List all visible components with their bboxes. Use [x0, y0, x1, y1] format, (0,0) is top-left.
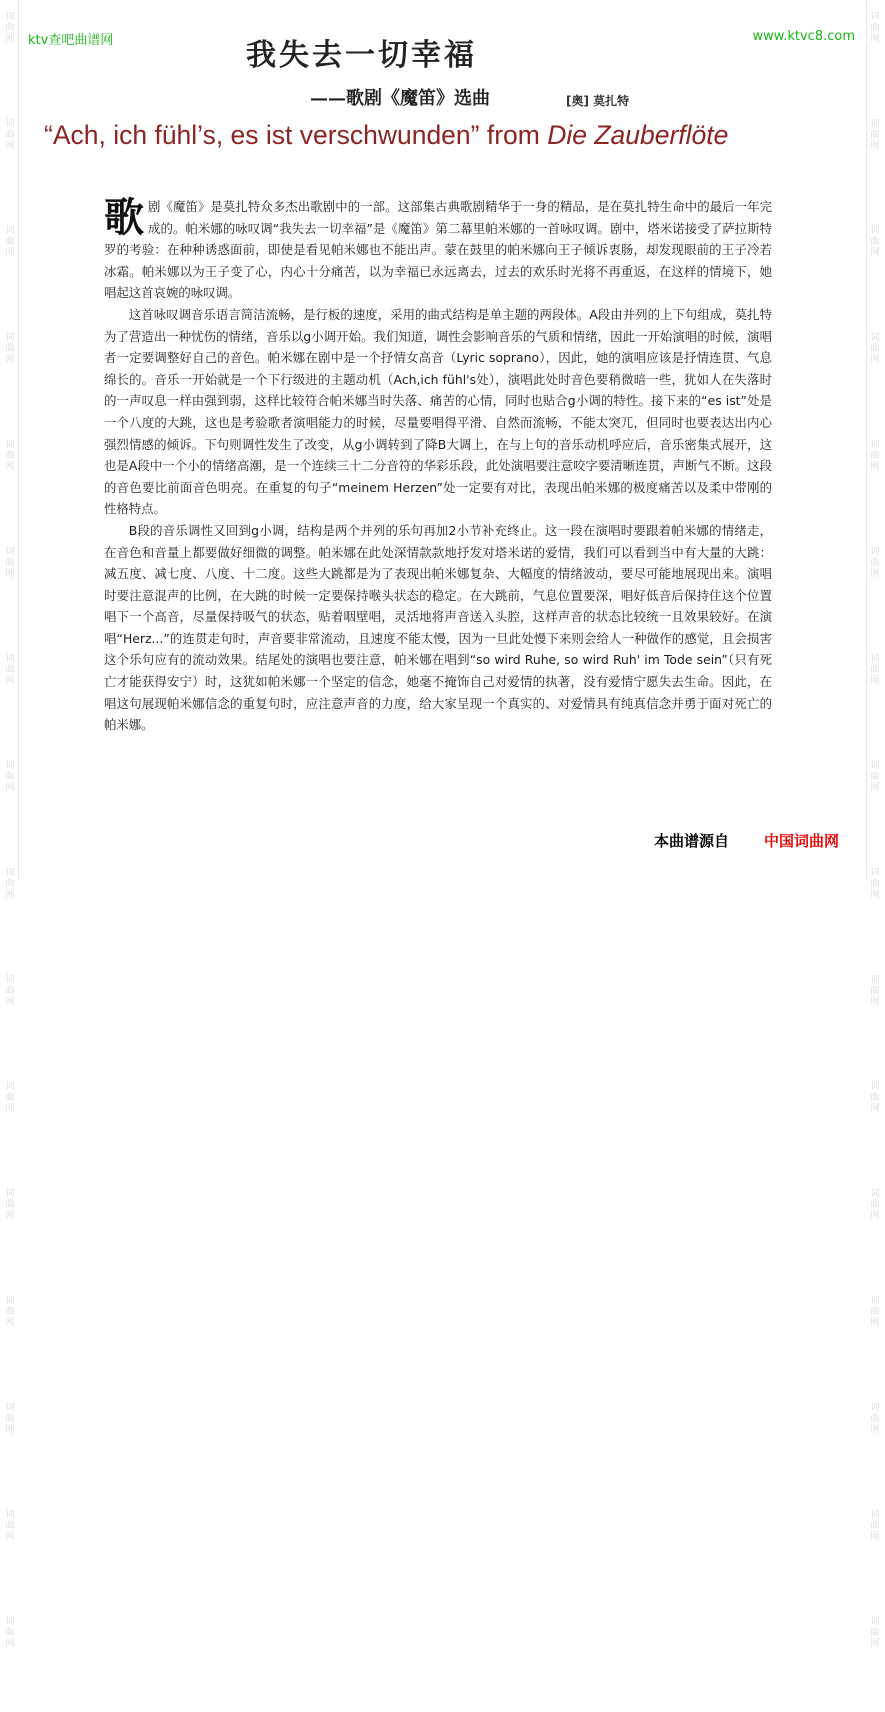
edge-watermark-text: 词 曲 网: [870, 119, 880, 151]
edge-watermark-text: 词 曲 网: [870, 1189, 880, 1221]
edge-watermark-text: 词 曲 网: [870, 333, 880, 365]
edge-watermark-text: 词 曲 网: [5, 975, 15, 1007]
edge-watermark-text: 词 曲 网: [870, 226, 880, 258]
edge-watermark-text: 词 曲 网: [5, 226, 15, 258]
left-edge-watermark: [2, 0, 19, 1649]
edge-watermark-text: 词 曲 网: [5, 761, 15, 793]
edge-watermark-text: 词 曲 网: [5, 654, 15, 686]
edge-watermark-text: 词 曲 网: [5, 1189, 15, 1221]
edge-watermark-text: 词 曲 网: [870, 12, 880, 44]
article-paragraph-3: B段的音乐调性又回到g小调，结构是两个并列的乐句再加2小节补充终止。这一段在演唱时要跟着帕米娜的情绪走，在音色和音量上都要做好细微的调整。帕米娜在此处深情款款地抒发对塔米诺的爱情，我们可以看到当中有大量的大跳：减五度、减七度、八度、十二度。这些大跳都是为了表现出帕米娜复杂、大幅度的情绪波动，要尽可能地展现出来。演唱时要注意混声的比例，在大跳的时候一定要保持喉头状态的稳定。在大跳前，气息位置要深，唱好低音后保持住这个位置唱下一个高音，尽量保持吸气的状态，贴着咽壁唱，灵活地将声音送入头腔，这样声音的状态比较统一且效果较好。在演唱“Herz...”的连贯走句时，声音要非常流动，且速度不能太慢，因为一旦此处慢下来则会给人一种做作的感觉，且会损害这个乐句应有的流动效果。结尾处的演唱也要注意，帕米娜在唱到“so wird Ruhe, so wird Ruh' im Tode sein”（只有死亡才能获得安宁）时，这犹如帕米娜一个坚定的信念，她毫不掩饰自己对爱情的执著，没有爱情宁愿失去生命。因此，在唱这句展现帕米娜信念的重复句时，应注意声音的力度，给大家呈现一个真实的、对爱情具有纯真信念并勇于面对死亡的帕米娜。: [104, 522, 772, 733]
edge-watermark-text: 词 曲 网: [870, 1082, 880, 1114]
right-edge-watermark: [866, 0, 883, 1649]
source-site-name: 中国词曲网: [764, 832, 840, 850]
edge-watermark-text: 词 曲 网: [5, 12, 15, 44]
page-subtitle: ——歌剧《魔笛》选曲: [310, 88, 490, 109]
source-label: 本曲谱源自: [654, 832, 730, 850]
edge-watermark-text: 词 曲 网: [870, 440, 880, 472]
edge-watermark-text: 词 曲 网: [870, 1403, 880, 1435]
watermark-right: www.ktvc8.com: [752, 29, 855, 44]
article-body: [104, 196, 772, 736]
edge-watermark-text: 词 曲 网: [5, 119, 15, 151]
edge-watermark-text: 词 曲 网: [870, 761, 880, 793]
edge-watermark-text: 词 曲 网: [870, 1617, 880, 1649]
edge-watermark-text: 词 曲 网: [5, 1510, 15, 1542]
paragraph-1-text: 剧《魔笛》是莫扎特众多杰出歌剧中的一部。这部集古典歌剧精华于一身的精品，是在莫扎特生命中的最后一年完成的。帕米娜的咏叹调“我失去一切幸福”是《魔笛》第二幕里帕米娜的一首咏叹调。剧中，塔米诺接受了萨拉斯特罗的考验：在种种诱惑面前，即使是看见帕米娜也不能出声。蒙在鼓里的帕米娜向王子倾诉衷肠，却发现眼前的王子冷若冰霜。帕米娜以为王子变了心，内心十分痛苦，以为幸福已永远离去，过去的欢乐时光将不再重返，在这样的情境下，她唱起这首哀婉的咏叹调。: [104, 199, 772, 301]
edge-watermark-text: 词 曲 网: [870, 868, 880, 900]
edge-watermark-text: 词 曲 网: [870, 1510, 880, 1542]
edge-watermark-text: 词 曲 网: [870, 975, 880, 1007]
edge-watermark-text: 词 曲 网: [5, 1403, 15, 1435]
edge-watermark-text: 词 曲 网: [5, 440, 15, 472]
edge-watermark-text: 词 曲 网: [5, 1082, 15, 1114]
edge-watermark-text: 词 曲 网: [5, 1296, 15, 1328]
article-paragraph-1: [104, 196, 772, 304]
english-title-opera: Die Zauberflöte: [547, 120, 729, 150]
watermark-left: ktv查吧曲谱网: [28, 33, 114, 48]
drop-cap: 歌: [104, 194, 144, 241]
english-title: [44, 120, 844, 151]
edge-watermark-text: 词 曲 网: [870, 547, 880, 579]
page-title: 我失去一切幸福: [246, 38, 477, 73]
edge-watermark-text: 词 曲 网: [5, 868, 15, 900]
article-paragraph-2: 这首咏叹调音乐语言简洁流畅，是行板的速度，采用的曲式结构是单主题的两段体。A段由并列的上下句组成，莫扎特为了营造出一种忧伤的情绪，音乐以g小调开始。我们知道，调性会影响音乐的气质和情绪，因此一开始演唱的时候，演唱者一定要调整好自己的音色。帕米娜在剧中是一个抒情女高音（Lyric soprano），因此，她的演唱应该是抒情连贯、气息绵长的。音乐一开始就是一个下行级进的主题动机（Ach,ich fühl's处），演唱此处时音色要稍微暗一些，犹如人在失落时的一声叹息一样由强到弱，这样比较符合帕米娜当时失落、痛苦的心情，同时也贴合g小调的特性。接下来的“es ist”处是一个八度的大跳，这也是考验歌者演唱能力的时候，尽量要唱得平滑、自然而流畅，不能太突兀，但同时也要表达出内心强烈情感的倾诉。下句则调性发生了改变，从g小调转到了降B大调上，在与上句的音乐动机呼应后，音乐密集式展开，这也是A段中一个小的情绪高潮，是一个连续三十二分音符的华彩乐段，此处演唱要注意咬字要清晰连贯，声断气不断。这段的音色要比前面音色明亮。在重复的句子“meinem Herzen”处一定要有对比，表现出帕米娜的极度痛苦以及柔中带刚的性格特点。: [104, 306, 772, 517]
edge-watermark-text: 词 曲 网: [5, 1617, 15, 1649]
edge-watermark-text: 词 曲 网: [870, 654, 880, 686]
composer-credit: [奥] 莫扎特: [566, 94, 630, 108]
edge-watermark-text: 词 曲 网: [5, 547, 15, 579]
english-title-main: “Ach, ich fühl’s, es ist verschwunden” from: [44, 120, 548, 150]
edge-watermark-text: 词 曲 网: [870, 1296, 880, 1328]
edge-watermark-text: 词 曲 网: [5, 333, 15, 365]
